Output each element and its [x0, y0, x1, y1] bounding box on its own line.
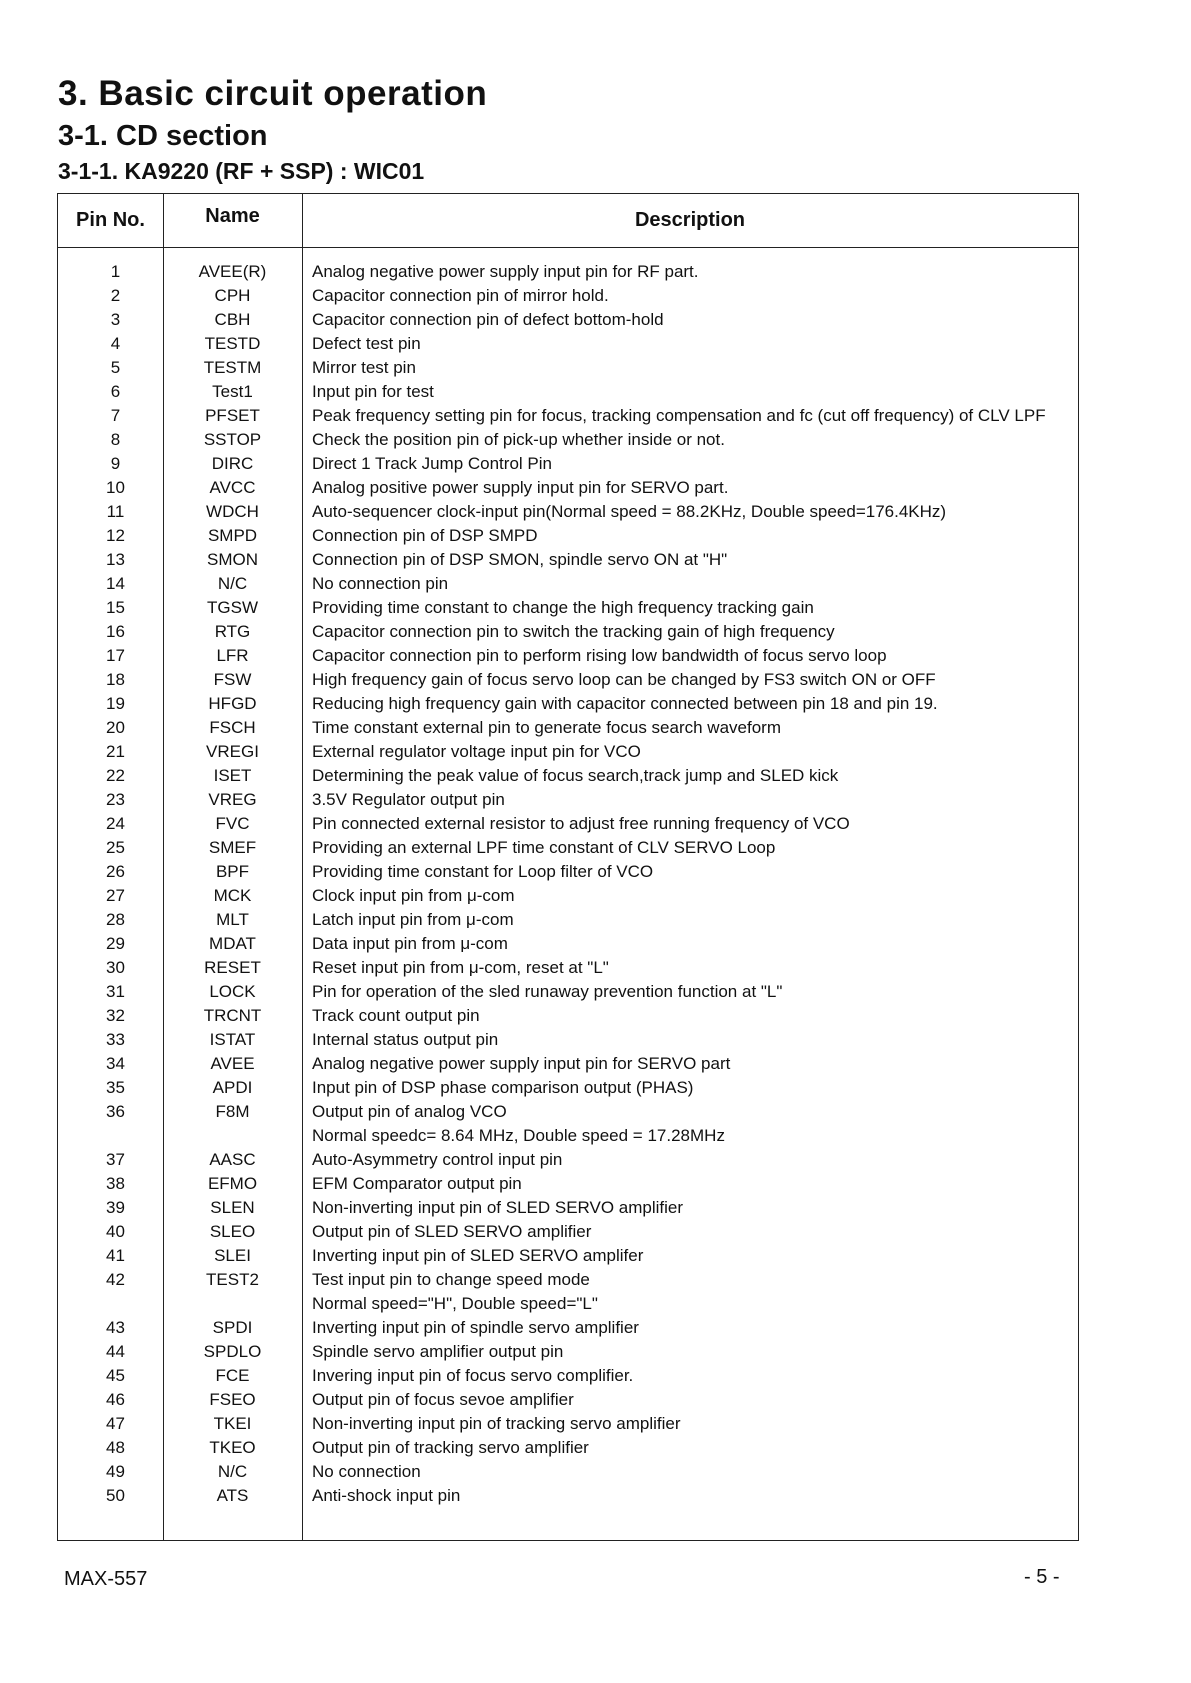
pin-name-cell: ATS — [216, 1486, 249, 1505]
pin-number-cell: 16 — [106, 622, 125, 641]
pin-number-cell: 40 — [106, 1222, 125, 1241]
pin-name-cell: TKEO — [209, 1438, 256, 1457]
pin-number-cell: 49 — [106, 1462, 125, 1481]
pin-description-cell: Output pin of focus sevoe amplifier — [312, 1390, 574, 1409]
table-row — [58, 1340, 1078, 1364]
pin-table — [57, 193, 1079, 1541]
pin-description-cell: Mirror test pin — [312, 358, 416, 377]
pin-description-cell: Time constant external pin to generate focus search waveform — [312, 718, 781, 737]
pin-description-cell: Reset input pin from μ-com, reset at "L" — [312, 958, 609, 977]
pin-name-cell: FSW — [213, 670, 252, 689]
table-row — [58, 1148, 1078, 1172]
pin-number-cell: 36 — [106, 1102, 125, 1121]
pin-description-cell: Analog negative power supply input pin for RF part. — [312, 262, 699, 281]
page-title: 3. Basic circuit operation — [58, 74, 488, 113]
pin-description-cell: Pin for operation of the sled runaway prevention function at "L" — [312, 982, 783, 1001]
pin-number-cell: 26 — [106, 862, 125, 881]
pin-name-cell: SMEF — [208, 838, 257, 857]
pin-name-cell: MLT — [216, 910, 249, 929]
pin-description-cell: Defect test pin — [312, 334, 421, 353]
pin-description-cell: Clock input pin from μ-com — [312, 886, 515, 905]
pin-description-cell: Capacitor connection pin to switch the tracking gain of high frequency — [312, 622, 835, 641]
pin-name-cell: LOCK — [209, 982, 256, 1001]
table-row — [58, 908, 1078, 932]
pin-number-cell: 10 — [106, 478, 125, 497]
table-body — [58, 260, 1078, 1508]
pin-number-cell: 5 — [110, 358, 121, 377]
header-description: Description — [634, 209, 746, 231]
section-title: 3-1. CD section — [58, 120, 268, 152]
pin-number-cell: 12 — [106, 526, 125, 545]
pin-name-cell: AASC — [209, 1150, 256, 1169]
pin-description-cell: Input pin of DSP phase comparison output (PHAS) — [312, 1078, 694, 1097]
page-number: - 5 - — [1024, 1566, 1060, 1588]
pin-description-cell: Output pin of analog VCO Normal speedc= 8.64 MHz, Double speed = 17.28MHz — [312, 1102, 725, 1145]
pin-description-cell: Pin connected external resistor to adjust free running frequency of VCO — [312, 814, 850, 833]
pin-name-cell: MDAT — [209, 934, 256, 953]
pin-description-cell: Inverting input pin of spindle servo amplifier — [312, 1318, 639, 1337]
pin-name-cell: HFGD — [208, 694, 257, 713]
pin-number-cell: 30 — [106, 958, 125, 977]
table-row — [58, 1364, 1078, 1388]
table-row — [58, 1100, 1078, 1148]
pin-number-cell: 25 — [106, 838, 125, 857]
table-row — [58, 1172, 1078, 1196]
table-row — [58, 764, 1078, 788]
pin-name-cell: VREG — [208, 790, 257, 809]
pin-name-cell: BPF — [215, 862, 250, 881]
table-row — [58, 740, 1078, 764]
table-row — [58, 1484, 1078, 1508]
pin-name-cell: RTG — [214, 622, 251, 641]
pin-name-cell: F8M — [215, 1102, 250, 1121]
table-row — [58, 1052, 1078, 1076]
pin-number-cell: 37 — [106, 1150, 125, 1169]
pin-description-cell: 3.5V Regulator output pin — [312, 790, 505, 809]
pin-name-cell: SMPD — [207, 526, 258, 545]
table-row — [58, 836, 1078, 860]
table-row — [58, 1268, 1078, 1316]
header-pin-no: Pin No. — [76, 209, 145, 231]
pin-number-cell: 18 — [106, 670, 125, 689]
pin-number-cell: 41 — [106, 1246, 125, 1265]
pin-name-cell: SSTOP — [203, 430, 262, 449]
pin-name-cell: TEST2 — [206, 1270, 259, 1289]
pin-name-cell: TKEI — [213, 1414, 252, 1433]
pin-number-cell: 35 — [106, 1078, 125, 1097]
pin-name-cell: TRCNT — [203, 1006, 262, 1025]
pin-number-cell: 43 — [106, 1318, 125, 1337]
table-row — [58, 428, 1078, 452]
pin-description-cell: Anti-shock input pin — [312, 1486, 461, 1505]
table-row — [58, 980, 1078, 1004]
table-row — [58, 1004, 1078, 1028]
pin-description-cell: Peak frequency setting pin for focus, tracking compensation and fc (cut off frequency) of CLV LPF — [312, 406, 1046, 425]
pin-name-cell: TESTM — [203, 358, 262, 377]
pin-description-cell: Connection pin of DSP SMPD — [312, 526, 538, 545]
pin-description-cell: Non-inverting input pin of tracking servo amplifier — [312, 1414, 681, 1433]
pin-name-cell: RESET — [204, 958, 261, 977]
table-row — [58, 1388, 1078, 1412]
table-row — [58, 644, 1078, 668]
pin-name-cell: FCE — [215, 1366, 250, 1385]
pin-description-cell: Invering input pin of focus servo complifier. — [312, 1366, 634, 1385]
table-row — [58, 788, 1078, 812]
pin-number-cell: 31 — [106, 982, 125, 1001]
pin-number-cell: 34 — [106, 1054, 125, 1073]
pin-name-cell: N/C — [217, 1462, 248, 1481]
pin-number-cell: 24 — [106, 814, 125, 833]
pin-description-cell: Output pin of SLED SERVO amplifier — [312, 1222, 592, 1241]
table-row — [58, 1196, 1078, 1220]
table-row — [58, 956, 1078, 980]
pin-number-cell: 3 — [110, 310, 121, 329]
pin-description-cell: Analog positive power supply input pin for SERVO part. — [312, 478, 729, 497]
pin-description-cell: Track count output pin — [312, 1006, 480, 1025]
pin-number-cell: 44 — [106, 1342, 125, 1361]
table-row — [58, 284, 1078, 308]
pin-description-cell: Auto-Asymmetry control input pin — [312, 1150, 563, 1169]
pin-number-cell: 17 — [106, 646, 125, 665]
pin-number-cell: 47 — [106, 1414, 125, 1433]
pin-description-cell: Analog negative power supply input pin for SERVO part — [312, 1054, 731, 1073]
table-row — [58, 332, 1078, 356]
header-divider — [58, 247, 1078, 248]
table-row — [58, 572, 1078, 596]
pin-description-cell: Connection pin of DSP SMON, spindle servo ON at "H" — [312, 550, 728, 569]
table-row — [58, 668, 1078, 692]
model-number: MAX-557 — [64, 1568, 148, 1590]
pin-name-cell: ISTAT — [209, 1030, 256, 1049]
table-row — [58, 260, 1078, 284]
pin-name-cell: SPDI — [212, 1318, 253, 1337]
pin-number-cell: 23 — [106, 790, 125, 809]
pin-number-cell: 29 — [106, 934, 125, 953]
pin-description-cell: Test input pin to change speed mode Normal speed="H", Double speed="L" — [312, 1270, 598, 1313]
pin-description-cell: Providing time constant for Loop filter of VCO — [312, 862, 654, 881]
pin-name-cell: AVEE — [210, 1054, 255, 1073]
table-row — [58, 716, 1078, 740]
pin-description-cell: Auto-sequencer clock-input pin(Normal speed = 88.2KHz, Double speed=176.4KHz) — [312, 502, 947, 521]
pin-description-cell: Determining the peak value of focus search,track jump and SLED kick — [312, 766, 839, 785]
pin-number-cell: 28 — [106, 910, 125, 929]
pin-name-cell: FVC — [215, 814, 250, 833]
pin-number-cell: 50 — [106, 1486, 125, 1505]
pin-number-cell: 45 — [106, 1366, 125, 1385]
table-row — [58, 356, 1078, 380]
pin-name-cell: SLEO — [209, 1222, 256, 1241]
pin-name-cell: EFMO — [207, 1174, 258, 1193]
pin-description-cell: Providing time constant to change the high frequency tracking gain — [312, 598, 814, 617]
pin-name-cell: WDCH — [206, 502, 259, 521]
pin-number-cell: 13 — [106, 550, 125, 569]
pin-number-cell: 1 — [110, 262, 121, 281]
pin-number-cell: 39 — [106, 1198, 125, 1217]
pin-name-cell: CPH — [214, 286, 251, 305]
pin-description-cell: No connection pin — [312, 574, 449, 593]
pin-number-cell: 21 — [106, 742, 125, 761]
pin-name-cell: SMON — [207, 550, 258, 569]
pin-name-cell: FSEO — [209, 1390, 256, 1409]
pin-number-cell: 22 — [106, 766, 125, 785]
pin-number-cell: 19 — [106, 694, 125, 713]
pin-name-cell: Test1 — [212, 382, 253, 401]
table-row — [58, 380, 1078, 404]
table-row — [58, 812, 1078, 836]
pin-description-cell: Spindle servo amplifier output pin — [312, 1342, 564, 1361]
pin-number-cell: 8 — [110, 430, 121, 449]
table-row — [58, 1220, 1078, 1244]
pin-number-cell: 27 — [106, 886, 125, 905]
pin-name-cell: ISET — [213, 766, 252, 785]
pin-name-cell: VREGI — [206, 742, 259, 761]
table-row — [58, 308, 1078, 332]
pin-name-cell: SPDLO — [203, 1342, 262, 1361]
table-row — [58, 1460, 1078, 1484]
pin-number-cell: 46 — [106, 1390, 125, 1409]
pin-number-cell: 6 — [110, 382, 121, 401]
pin-description-cell: Inverting input pin of SLED SERVO amplifer — [312, 1246, 644, 1265]
pin-description-cell: Capacitor connection pin of mirror hold. — [312, 286, 609, 305]
table-row — [58, 620, 1078, 644]
pin-description-cell: External regulator voltage input pin for VCO — [312, 742, 641, 761]
pin-number-cell: 11 — [106, 502, 125, 521]
table-row — [58, 524, 1078, 548]
pin-number-cell: 20 — [106, 718, 125, 737]
pin-description-cell: High frequency gain of focus servo loop can be changed by FS3 switch ON or OFF — [312, 670, 936, 689]
pin-number-cell: 7 — [110, 406, 121, 425]
table-row — [58, 596, 1078, 620]
table-row — [58, 452, 1078, 476]
pin-name-cell: N/C — [217, 574, 248, 593]
table-row — [58, 500, 1078, 524]
pin-name-cell: AVEE(R) — [198, 262, 267, 281]
pin-description-cell: EFM Comparator output pin — [312, 1174, 522, 1193]
pin-description-cell: Data input pin from μ-com — [312, 934, 508, 953]
pin-name-cell: SLEN — [210, 1198, 255, 1217]
pin-number-cell: 14 — [106, 574, 125, 593]
table-row — [58, 1316, 1078, 1340]
table-row — [58, 932, 1078, 956]
table-row — [58, 404, 1078, 428]
pin-name-cell: APDI — [212, 1078, 253, 1097]
pin-description-cell: Providing an external LPF time constant of CLV SERVO Loop — [312, 838, 776, 857]
pin-description-cell: Capacitor connection pin to perform rising low bandwidth of focus servo loop — [312, 646, 887, 665]
pin-number-cell: 32 — [106, 1006, 125, 1025]
pin-name-cell: CBH — [214, 310, 251, 329]
table-row — [58, 884, 1078, 908]
table-row — [58, 548, 1078, 572]
pin-name-cell: SLEI — [214, 1246, 251, 1265]
pin-description-cell: Internal status output pin — [312, 1030, 499, 1049]
pin-name-cell: DIRC — [211, 454, 254, 473]
pin-name-cell: LFR — [216, 646, 249, 665]
subsection-title: 3-1-1. KA9220 (RF + SSP) : WIC01 — [58, 158, 425, 184]
pin-number-cell: 2 — [110, 286, 121, 305]
pin-number-cell: 38 — [106, 1174, 125, 1193]
pin-number-cell: 33 — [106, 1030, 125, 1049]
table-row — [58, 1244, 1078, 1268]
pin-description-cell: Capacitor connection pin of defect bottom-hold — [312, 310, 664, 329]
pin-description-cell: Output pin of tracking servo amplifier — [312, 1438, 589, 1457]
pin-name-cell: TGSW — [207, 598, 258, 617]
pin-name-cell: FSCH — [209, 718, 256, 737]
pin-description-cell: Latch input pin from μ-com — [312, 910, 514, 929]
pin-number-cell: 48 — [106, 1438, 125, 1457]
pin-number-cell: 42 — [106, 1270, 125, 1289]
table-row — [58, 1076, 1078, 1100]
table-row — [58, 692, 1078, 716]
pin-name-cell: MCK — [213, 886, 252, 905]
table-row — [58, 1028, 1078, 1052]
pin-number-cell: 15 — [106, 598, 125, 617]
pin-description-cell: Check the position pin of pick-up whether inside or not. — [312, 430, 725, 449]
table-row — [58, 1412, 1078, 1436]
pin-description-cell: No connection — [312, 1462, 421, 1481]
pin-description-cell: Reducing high frequency gain with capacitor connected between pin 18 and pin 19. — [312, 694, 938, 713]
pin-description-cell: Input pin for test — [312, 382, 434, 401]
table-row — [58, 1436, 1078, 1460]
pin-description-cell: Non-inverting input pin of SLED SERVO amplifier — [312, 1198, 684, 1217]
pin-number-cell: 9 — [110, 454, 121, 473]
pin-description-cell: Direct 1 Track Jump Control Pin — [312, 454, 552, 473]
pin-name-cell: PFSET — [205, 406, 260, 425]
table-row — [58, 476, 1078, 500]
pin-name-cell: TESTD — [204, 334, 261, 353]
header-name: Name — [205, 205, 260, 227]
pin-name-cell: AVCC — [209, 478, 256, 497]
pin-number-cell: 4 — [110, 334, 121, 353]
table-row — [58, 860, 1078, 884]
